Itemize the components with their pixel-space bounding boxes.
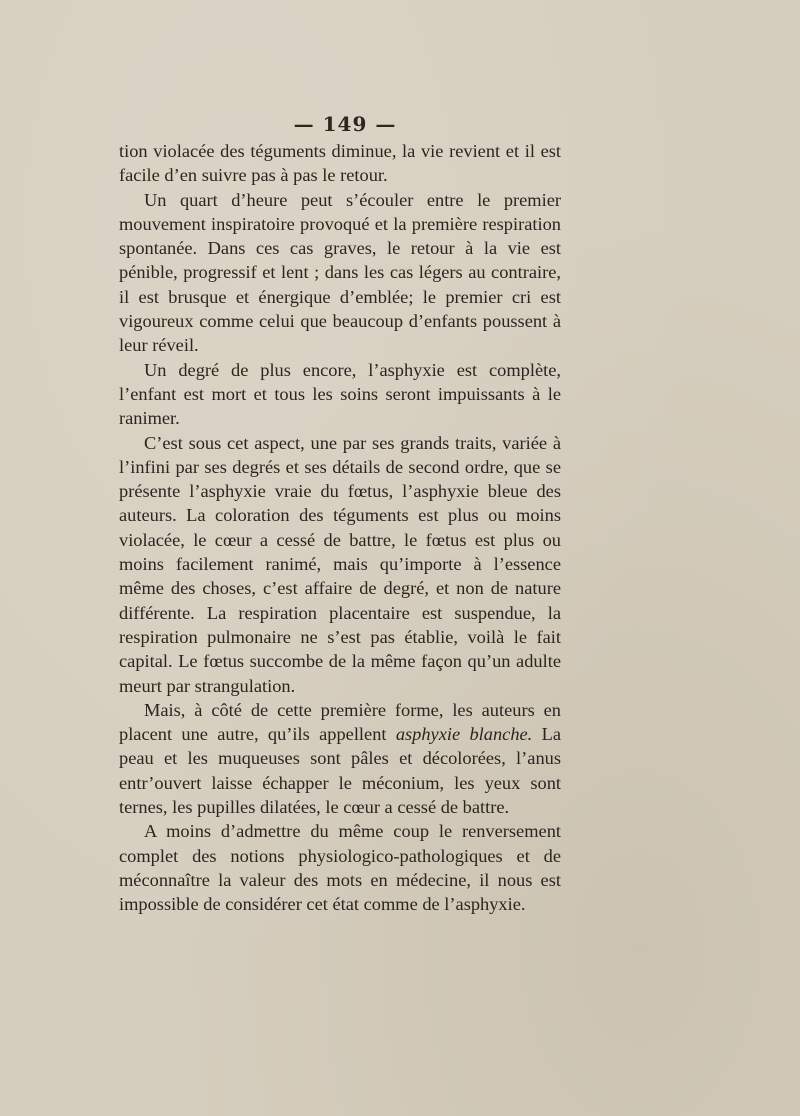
paragraph-3: Un degré de plus encore, l’asphyxie est complète, l’enfant est mort et tous les soins seront impuissants à le ranimer. (119, 359, 561, 429)
paragraph-1: tion violacée des téguments diminue, la vie revient et il est facile d’en suivre pas à pas le retour. (119, 141, 561, 186)
paragraph-5 (119, 698, 561, 819)
paragraph-5-start: Mais, à côté de cette première forme, les auteurs en placent une autre, qu’ils appellent (119, 699, 561, 745)
paragraph-6: A moins d’admettre du même coup le renversement complet des notions physiologico-pathologiques et de méconnaître la valeur des mots en médecine, il nous est impossible de considérer cet état comme de l’asphyxie. (119, 821, 561, 915)
page-number: — 149 — (293, 112, 397, 136)
paragraph-5-end: La peau et les muqueuses sont pâles et décolorées, l’anus entr’ouvert laisse échapper le méconium, les yeux sont ternes, les pupilles dilatées, le cœur a cessé de battre. (119, 724, 561, 818)
body-text (119, 139, 561, 917)
paragraph-2: Un quart d’heure peut s’écouler entre le premier mouvement inspiratoire provoqué et la première respiration spontanée. Dans ces cas graves, le retour à la vie est pénible, progressif et lent ; dans les cas légers au contraire, il est brusque et énergique d’emblée; le premier cri est vigoureux comme celui que beaucoup d’enfants poussent à leur réveil. (119, 189, 561, 356)
paragraph-4: C’est sous cet aspect, une par ses grands traits, variée à l’infini par ses degrés et ses détails de second ordre, que se présente l’asphyxie vraie du fœtus, l’asphyxie bleue des auteurs. La coloration des téguments est plus ou moins violacée, le cœur a cessé de battre, le fœtus est plus ou moins facilement ranimé, mais qu’importe à l’essence même des choses, c’est affaire de degré, et non de nature différente. La respiration placentaire est suspendue, la respiration pulmonaire ne s’est pas établie, voilà le fait capital. Le fœtus succombe de la même façon qu’un adulte meurt par strangulation. (119, 432, 561, 696)
paragraph-5-emphasis: asphyxie blanche. (395, 724, 533, 745)
